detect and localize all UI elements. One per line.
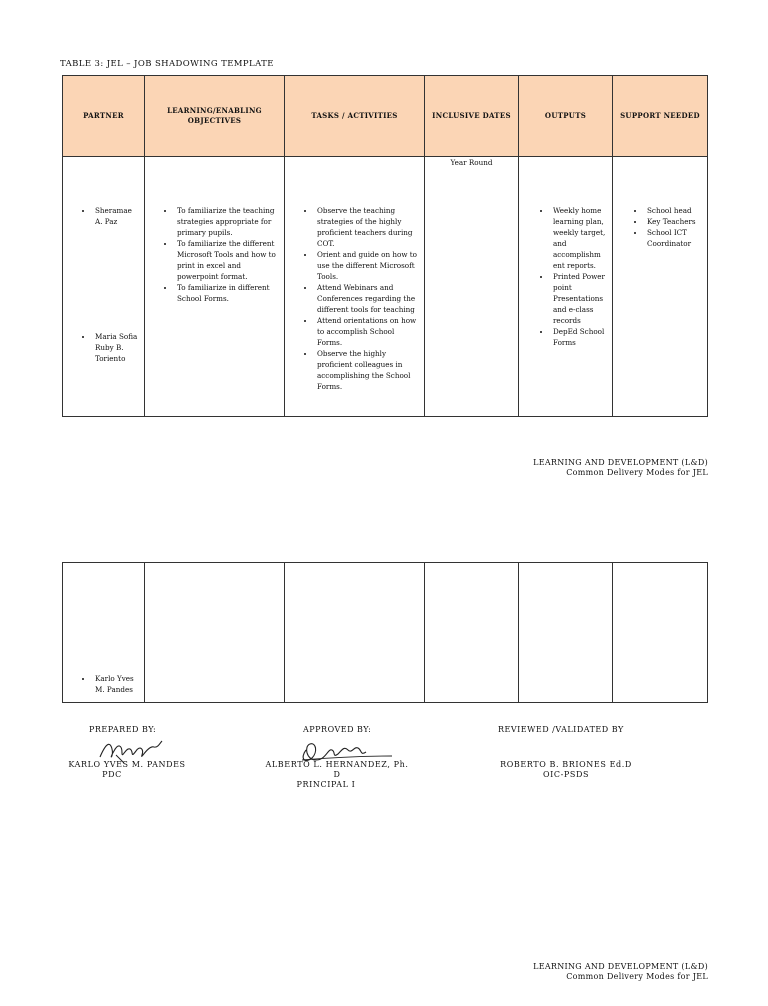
dates-cell: Year Round	[425, 157, 519, 417]
reviewed-by-name: ROBERTO B. BRIONES Ed.D	[500, 760, 632, 769]
table-header-row	[63, 76, 708, 157]
list-item: • Key Teachers	[645, 216, 703, 227]
footer-block-1	[533, 458, 708, 478]
list-item: • Observe the teaching strategies of the highly proficient teachers during COT.	[315, 205, 420, 249]
header-outputs: OUTPUTS	[519, 76, 613, 157]
list-item: • School ICT Coordinator	[645, 227, 703, 249]
dates-cell	[425, 563, 519, 703]
list-item: • Attend orientations on how to accomplish School Forms.	[315, 315, 420, 348]
footer-title: LEARNING AND DEVELOPMENT (L&D)	[533, 962, 708, 971]
list-item: • Orient and guide on how to use the different Microsoft Tools.	[315, 249, 420, 282]
outputs-cell	[519, 157, 613, 417]
approved-by-title: PRINCIPAL I	[296, 780, 356, 789]
footer-title: LEARNING AND DEVELOPMENT (L&D)	[533, 458, 708, 467]
reviewed-by-block	[494, 760, 638, 780]
approved-by-name: ALBERTO L. HERNANDEZ, Ph. D	[265, 760, 409, 779]
header-objectives: LEARNING/ENABLING OBJECTIVES	[145, 76, 285, 157]
footer-block-2	[533, 962, 708, 982]
job-shadowing-table	[62, 75, 708, 417]
list-item: • Attend Webinars and Conferences regarding the different tools for teaching	[315, 282, 420, 315]
list-item: • DepEd School Forms	[551, 326, 608, 348]
header-tasks: TASKS / ACTIVITIES	[285, 76, 425, 157]
header-partner: PARTNER	[63, 76, 145, 157]
list-item: • Sheramae A. Paz	[93, 205, 140, 227]
approved-by-label: APPROVED BY:	[303, 725, 372, 734]
list-item: • School head	[645, 205, 703, 216]
list-item: • To familiarize the different Microsoft Tools and how to print in excel and powerpoint format.	[175, 238, 280, 282]
partner-cell	[63, 563, 145, 703]
prepared-by-title: PDC	[102, 770, 122, 779]
list-item: • Karlo Yves M. Pandes	[93, 673, 140, 695]
reviewed-by-label: REVIEWED /VALIDATED BY	[498, 725, 624, 734]
prepared-by-label: PREPARED BY:	[89, 725, 157, 734]
outputs-cell	[519, 563, 613, 703]
reviewed-by-title: OIC-PSDS	[542, 770, 590, 779]
partner-cell	[63, 157, 145, 417]
tasks-cell	[285, 157, 425, 417]
footer-subtitle: Common Delivery Modes for JEL	[566, 972, 708, 981]
support-cell	[613, 157, 708, 417]
prepared-by-name: KARLO YVES M. PANDES	[68, 760, 186, 769]
header-support: SUPPORT NEEDED	[613, 76, 708, 157]
job-shadowing-table-continued	[62, 562, 708, 703]
approved-by-block	[262, 760, 412, 790]
footer-subtitle: Common Delivery Modes for JEL	[566, 468, 708, 477]
table-caption: TABLE 3: JEL – JOB SHADOWING TEMPLATE	[60, 59, 274, 69]
list-item: • Printed Power point Presentations and e-class records	[551, 271, 608, 326]
table-row	[63, 563, 708, 703]
support-cell	[613, 563, 708, 703]
prepared-by-block	[62, 760, 192, 780]
list-item: • To familiarize in different School Forms.	[175, 282, 280, 304]
list-item: • Maria Sofia Ruby B. Toriento	[93, 331, 140, 364]
table-row	[63, 157, 708, 417]
list-item: • Weekly home learning plan, weekly target, and accomplishm ent reports.	[551, 205, 608, 271]
tasks-cell	[285, 563, 425, 703]
list-item: • Observe the highly proficient colleagues in accomplishing the School Forms.	[315, 348, 420, 392]
objectives-cell	[145, 563, 285, 703]
header-dates: INCLUSIVE DATES	[425, 76, 519, 157]
objectives-cell	[145, 157, 285, 417]
list-item: • To familiarize the teaching strategies appropriate for primary pupils.	[175, 205, 280, 238]
